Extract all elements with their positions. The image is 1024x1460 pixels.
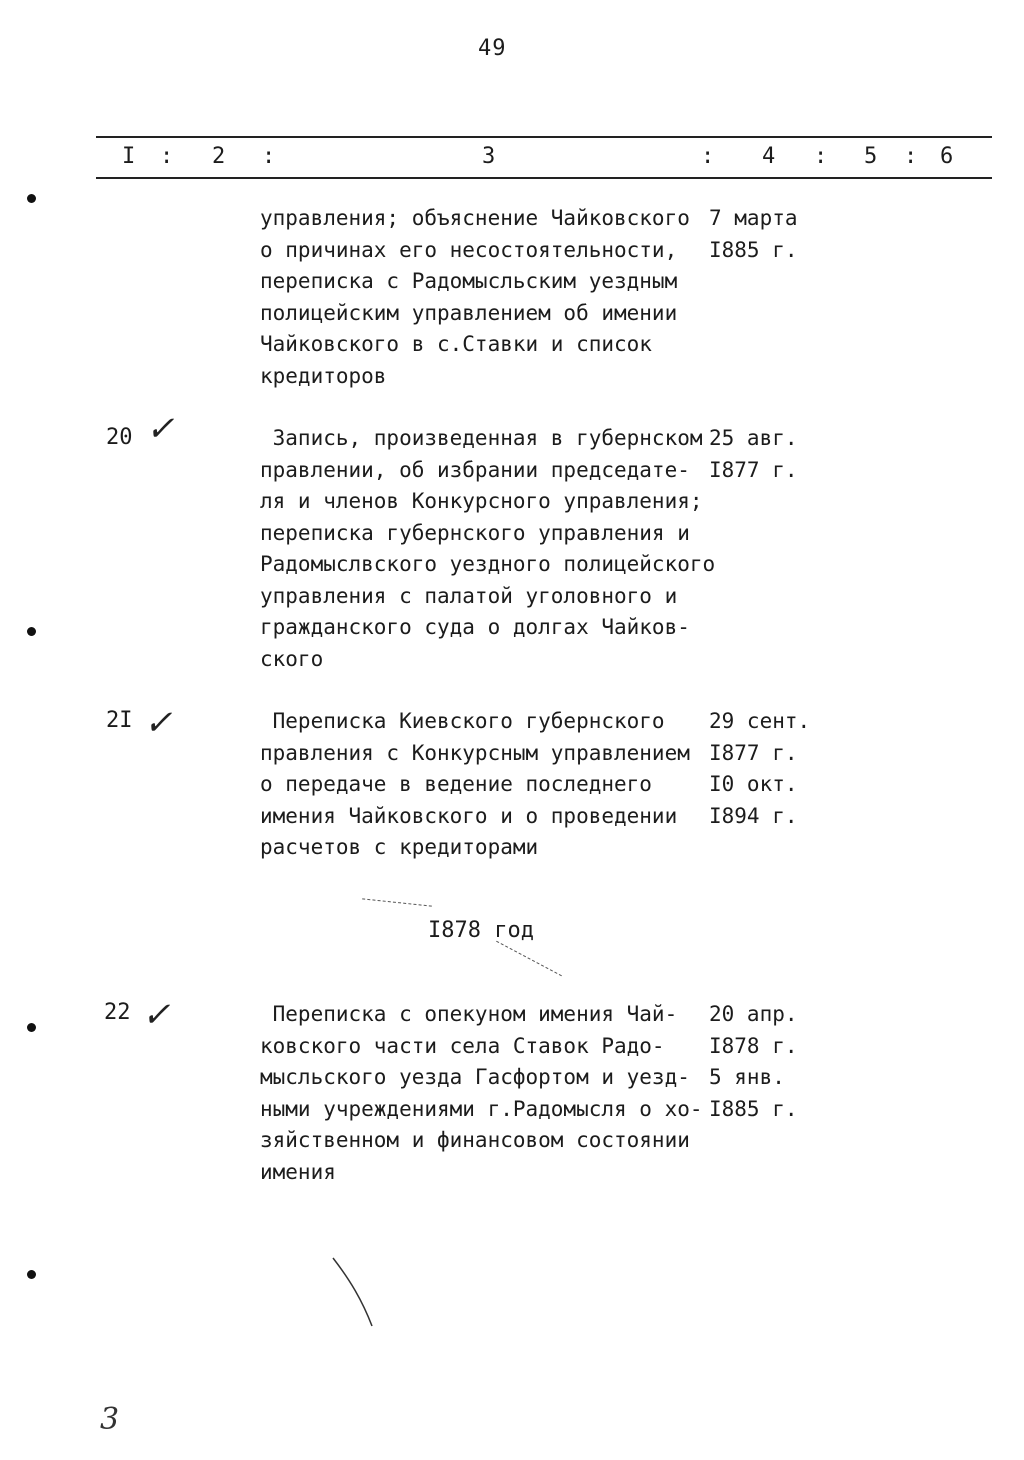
check-mark-icon: ✓ [142,995,171,1035]
year-heading: I878 год [428,918,534,943]
header-col-1: I [122,144,136,169]
header-col-6: 6 [940,144,954,169]
record-number: 2I [106,708,133,733]
record-text: Запись, произведенная в губернском правлении, об избрании председате- ля и членов Конкурсного управления; переписка губернского управления и Радомыслвского уездного полицейского управления с палатой уголовного и гражданского суда о долгах Чайков- ского [260,426,716,671]
header-col-4: 4 [762,144,776,169]
header-col-3: 3 [482,144,496,169]
record-dates: 7 марта I885 г. [709,206,798,262]
header-separator: : [262,144,276,169]
record-number: 22 [104,1000,131,1025]
record-text: Переписка с опекуном имения Чай- ковского части села Ставок Радо- мысльского уезда Гасфортом и уезд- ными учреждениями г.Радомысля о хо- зяйственном и финансовом состоянии имения [260,1002,703,1184]
binder-hole [27,1270,36,1279]
header-separator: : [904,144,918,169]
record-text: Переписка Киевского губернского правления с Конкурсным управлением о передаче в ведение последнего имения Чайковского и о проведении расчетов с кредиторами [260,709,690,859]
binder-hole [27,194,36,203]
header-separator: : [814,144,828,169]
record-text: управления; объяснение Чайковского о причинах его несостоятельности, переписка с Радомысльским уездным полицейским управлением об имении Чайковского в с.Ставки и список кредиторов [260,206,690,388]
header-separator: : [160,144,174,169]
header-col-2: 2 [212,144,226,169]
record-dates: 25 авг. I877 г. [709,426,798,482]
record-dates: 29 сент. I877 г. I0 окт. I894 г. [709,709,811,828]
binder-hole [27,1023,36,1032]
header-col-5: 5 [864,144,878,169]
check-mark-icon: ✓ [144,703,173,743]
handwritten-sheet-mark: 3 [100,1402,120,1437]
record-number: 20 [106,425,133,450]
check-mark-icon: ✓ [146,409,175,449]
record-dates: 20 апр. I878 г. 5 янв. I885 г. [709,1002,798,1121]
page-number: 49 [478,36,507,61]
header-separator: : [701,144,715,169]
binder-hole [27,627,36,636]
